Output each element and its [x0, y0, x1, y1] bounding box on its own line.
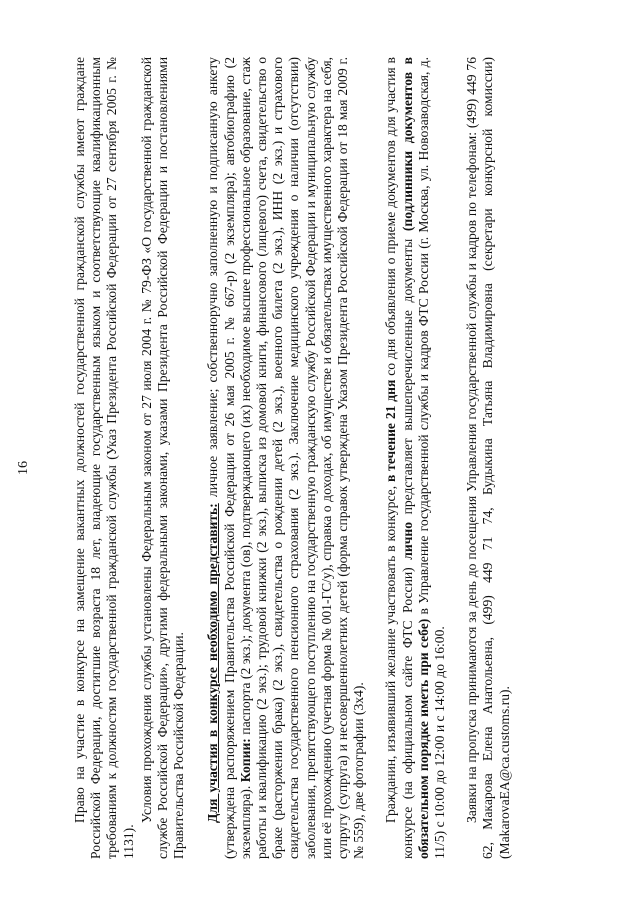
page-number: 16: [16, 461, 31, 475]
paragraph-service-conditions: Условия прохождения службы установлены Федеральным законом от 27 июля 2004 г. № 79-ФЗ «О государственной гражданской службе Российской Федерации», другими федеральными законами, указами Президента Российской Федерации и постановлениями Правительства Российской Федерации.: [138, 57, 187, 859]
required-documents-list: личное заявление; собственноручно заполненную и подписанную анкету (утверждена распоряжением Правительства Российской Федерации от 26 мая 2005 г. № 667-р) (2 экземпляра); автобиографию (2 экземпляра).: [205, 57, 253, 859]
submission-in-person: лично: [399, 521, 415, 560]
submission-text-2: со дня объявления о приеме документов для участия в конкурсе (на официальном сайте ФТС России): [383, 57, 415, 859]
paragraph-submission: [383, 57, 448, 859]
submission-text-3: представляет вышеперечисленные документы: [399, 238, 415, 515]
paragraph-pass-requests: Заявки на пропуска принимаются за день до посещения Управления государственной службы и кадров по телефонам: (499) 449 76 62, Макарова Елена Анатольевна, (499) 449 71 74, Будыкина Татьяна Владимировна (секретари конкурсной комиссии) (MakarovaEA@ca.customs.ru).: [464, 57, 512, 859]
document-body: [72, 57, 513, 859]
copies-list: паспорта (2 экз.); документа (ов), подтверждающего (их) необходимое высшее профессиональное образование, стаж работы и квалификацию (2 экз.); трудовой книжки (2 экз.), выписка из домовой книги, финансового (лицевого) счета, свидетельство о браке (расторжении брака) (2 экз.), свидетельства о рождении детей (2 экз.), военного билета (2 экз.), ИНН (2 экз.) и страхового свидетельства государственного пенсионного страхования (2 экз.). Заключение медицинского учреждения о наличии (отсутствии) заболевания, препятствующего поступлению на государственную гражданскую службу Российской Федерации и муниципальную службу или её прохождению (учетная форма № 001-ГС/у), справка о доходах, об имуществе и обязательствах имущественного характера на себя, супругу (супруга) и несовершеннолетних детей (форма справок утверждена Указом Президента Российской Федерации от 18 мая 2009 г. № 559), две фотографии (3х4).: [237, 57, 367, 859]
paragraph-required-documents: [205, 57, 367, 859]
paragraph-eligibility: Право на участие в конкурсе на замещение вакантных должностей государственной гражданской службы имеют граждане Российской Федерации, достигшие возраста 18 лет, владеющие государственным языком и соответствующие квалификационным требованиям к должностям государственной гражданской службы (Указ Президента Российской Федерации от 27 сентября 2005 г. № 1131).: [72, 57, 136, 859]
copies-label: Копии:: [237, 738, 253, 783]
submission-text-1: Гражданин, изъявивший желание участвовать в конкурсе,: [383, 485, 399, 823]
required-documents-heading: Для участия в конкурсе необходимо представить:: [205, 503, 221, 823]
submission-text-4: в Управление государственной службы и кадров ФТС России (г. Москва, ул. Новозаводская, д. 11/5) с 10:00 до 12:00 и с 14:00 до 16:00.: [415, 56, 448, 859]
submission-originals-note: (подлинники документов в обязательном порядке иметь при себе): [399, 57, 431, 859]
submission-deadline: в течение 21 дня: [383, 379, 399, 483]
